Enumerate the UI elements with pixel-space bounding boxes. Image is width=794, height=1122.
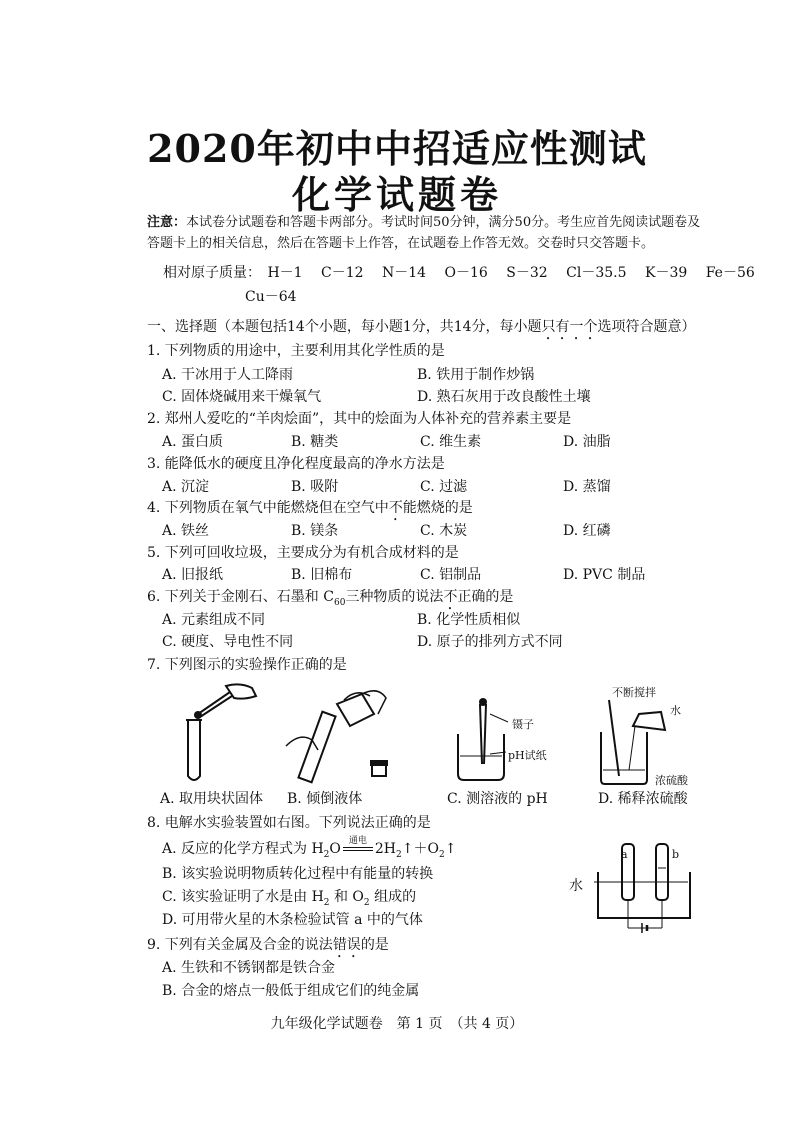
option-d: D. 稀释浓硫酸 (598, 791, 688, 807)
section-heading-emphasis: 只有一个 (541, 319, 598, 335)
label-tube-b: b (672, 848, 680, 861)
option-text: 和 O (329, 889, 364, 905)
equation-text: ↑＋O (401, 841, 439, 857)
option-a: A. 生铁和不锈钢都是铁合金 (162, 960, 336, 976)
stem-text: 正确的是 (457, 589, 514, 605)
option-a: A. 铁丝 (162, 523, 210, 539)
stem-text: 三种物质的说法 (345, 589, 444, 605)
figure-ph-test (450, 694, 560, 784)
section-heading-text: 选项符合题意） (597, 319, 696, 335)
notice-label: 注意： (147, 215, 187, 230)
option-b: B. 化学性质相似 (417, 612, 521, 628)
option-d: D. 蒸馏 (563, 479, 611, 495)
reaction-condition: 通电 (348, 836, 367, 846)
stem-text: 4. 下列物质在氧气中能燃烧但在空气中 (147, 500, 389, 516)
question-stem: 5. 下列可回收垃圾，主要成分为有机合成材料的是 (147, 545, 459, 561)
atomic-mass-label: 相对原子质量： (163, 265, 261, 281)
atomic-mass-line (163, 262, 755, 282)
option-a: A. 沉淀 (162, 479, 210, 495)
page-subtitle: 化学试题卷 (291, 172, 502, 217)
option-a: A. 干冰用于人工降雨 (162, 367, 294, 383)
option-b: B. 倾倒液体 (287, 791, 363, 807)
option-b: B. 镁条 (291, 523, 339, 539)
atomic-mass-value: H－1 (267, 265, 303, 281)
label-tweezers: 镊子 (512, 718, 534, 731)
figure-electrolysis (594, 838, 698, 934)
atomic-mass-value: Cl－35.5 (566, 265, 627, 281)
stem-emphasis: 不 (388, 500, 403, 516)
notice (147, 212, 707, 254)
stem-text: 能燃烧的是 (402, 500, 473, 516)
option-text: C. 该实验证明了水是由 H (162, 889, 324, 905)
question-stem: 3. 能降低水的硬度且净化程度最高的净水方法是 (147, 456, 445, 472)
stem-emphasis: 错误 (332, 937, 361, 953)
option-b: B. 吸附 (291, 479, 339, 495)
option-b: B. 合金的熔点一般低于组成它们的纯金属 (162, 983, 420, 999)
option-text: 组成的 (369, 889, 417, 905)
option-a (162, 838, 456, 860)
label-tube-a: a (621, 848, 628, 861)
subscript: 2 (396, 849, 402, 860)
equation-text: ↑ (444, 841, 457, 857)
option-d: D. 红磷 (563, 523, 611, 539)
atomic-mass-value: S－32 (506, 265, 548, 281)
option-c (162, 886, 416, 908)
equation-text: A. 反应的化学方程式为 H (162, 841, 324, 857)
atomic-mass-value: O－16 (444, 265, 488, 281)
figure-pour-liquid (282, 684, 397, 784)
subscript: 2 (323, 897, 330, 908)
option-a: A. 取用块状固体 (160, 791, 264, 807)
reaction-arrow (341, 836, 375, 857)
option-b: B. 该实验说明物质转化过程中有能量的转换 (162, 866, 434, 882)
option-b: B. 糖类 (291, 434, 339, 450)
question-stem: 8. 电解水实验装置如右图。下列说法正确的是 (147, 815, 431, 831)
section-heading-text: 一、选择题（本题包括14个小题，每小题1分，共14分，每小题 (147, 319, 542, 335)
notice-text: 本试卷分试题卷和答题卡两部分。考试时间50分钟，满分50分。考生应首先阅读试题卷及答题卡上的相关信息，然后在答题卡上作答，在试题卷上作答无效。交卷时只交答题卡。 (147, 215, 701, 251)
label-conc-acid: 浓硫酸 (655, 774, 688, 787)
option-c: C. 测溶液的 pH (447, 791, 548, 807)
subscript: 60 (333, 597, 346, 608)
atomic-mass-line-2: Cu－64 (245, 289, 297, 305)
option-b: B. 旧棉布 (291, 567, 353, 583)
section-heading (147, 316, 696, 343)
subscript: 2 (438, 849, 445, 860)
label-water: 水 (569, 878, 583, 894)
label-water: 水 (670, 704, 681, 717)
subscript: 2 (363, 897, 370, 908)
option-d: D. 可用带火星的木条检验试管 a 中的气体 (162, 912, 423, 928)
option-c: C. 过滤 (420, 479, 468, 495)
question-stem: 7. 下列图示的实验操作正确的是 (147, 657, 347, 673)
subscript: 2 (323, 849, 330, 860)
option-a: A. 旧报纸 (162, 567, 224, 583)
atomic-mass-value: N－14 (382, 265, 427, 281)
option-d: D. 熟石灰用于改良酸性土壤 (417, 389, 591, 405)
page-footer: 九年级化学试题卷 第 1 页 （共 4 页） (270, 1016, 524, 1032)
option-a: A. 蛋白质 (162, 434, 224, 450)
question-stem: 2. 郑州人爱吃的“羊肉烩面”，其中的烩面为人体补充的营养素主要是 (147, 411, 572, 427)
option-a: A. 元素组成不同 (162, 612, 266, 628)
option-c: C. 铝制品 (420, 567, 482, 583)
option-d: D. 油脂 (563, 434, 611, 450)
figure-solid-sample (168, 680, 268, 785)
atomic-mass-value: Fe－56 (705, 265, 755, 281)
page-title: 2020年初中中招适应性测试 (147, 126, 647, 171)
option-c: C. 硬度、导电性不同 (162, 634, 294, 650)
label-keep-stirring: 不断搅拌 (612, 686, 656, 699)
stem-text: 9. 下列有关金属及合金的说法 (147, 937, 333, 953)
equation-text: O (329, 841, 341, 857)
option-d: D. 原子的排列方式不同 (417, 634, 563, 650)
option-c: C. 木炭 (420, 523, 468, 539)
question-stem: 1. 下列物质的用途中，主要利用其化学性质的是 (147, 343, 445, 359)
stem-text: 的是 (360, 937, 389, 953)
atomic-mass-value: K－39 (644, 265, 688, 281)
option-c: C. 维生素 (420, 434, 482, 450)
stem-emphasis: 不 (443, 589, 458, 605)
stem-text: 6. 下列关于金刚石、石墨和 C (147, 589, 334, 605)
atomic-mass-value: C－12 (321, 265, 364, 281)
option-d: D. PVC 制品 (563, 567, 646, 583)
label-ph-paper: pH试纸 (508, 749, 547, 762)
option-c: C. 固体烧碱用来干燥氧气 (162, 389, 322, 405)
equation-text: 2H (374, 841, 397, 857)
option-b: B. 铁用于制作炒锅 (417, 367, 535, 383)
double-line (343, 847, 373, 851)
